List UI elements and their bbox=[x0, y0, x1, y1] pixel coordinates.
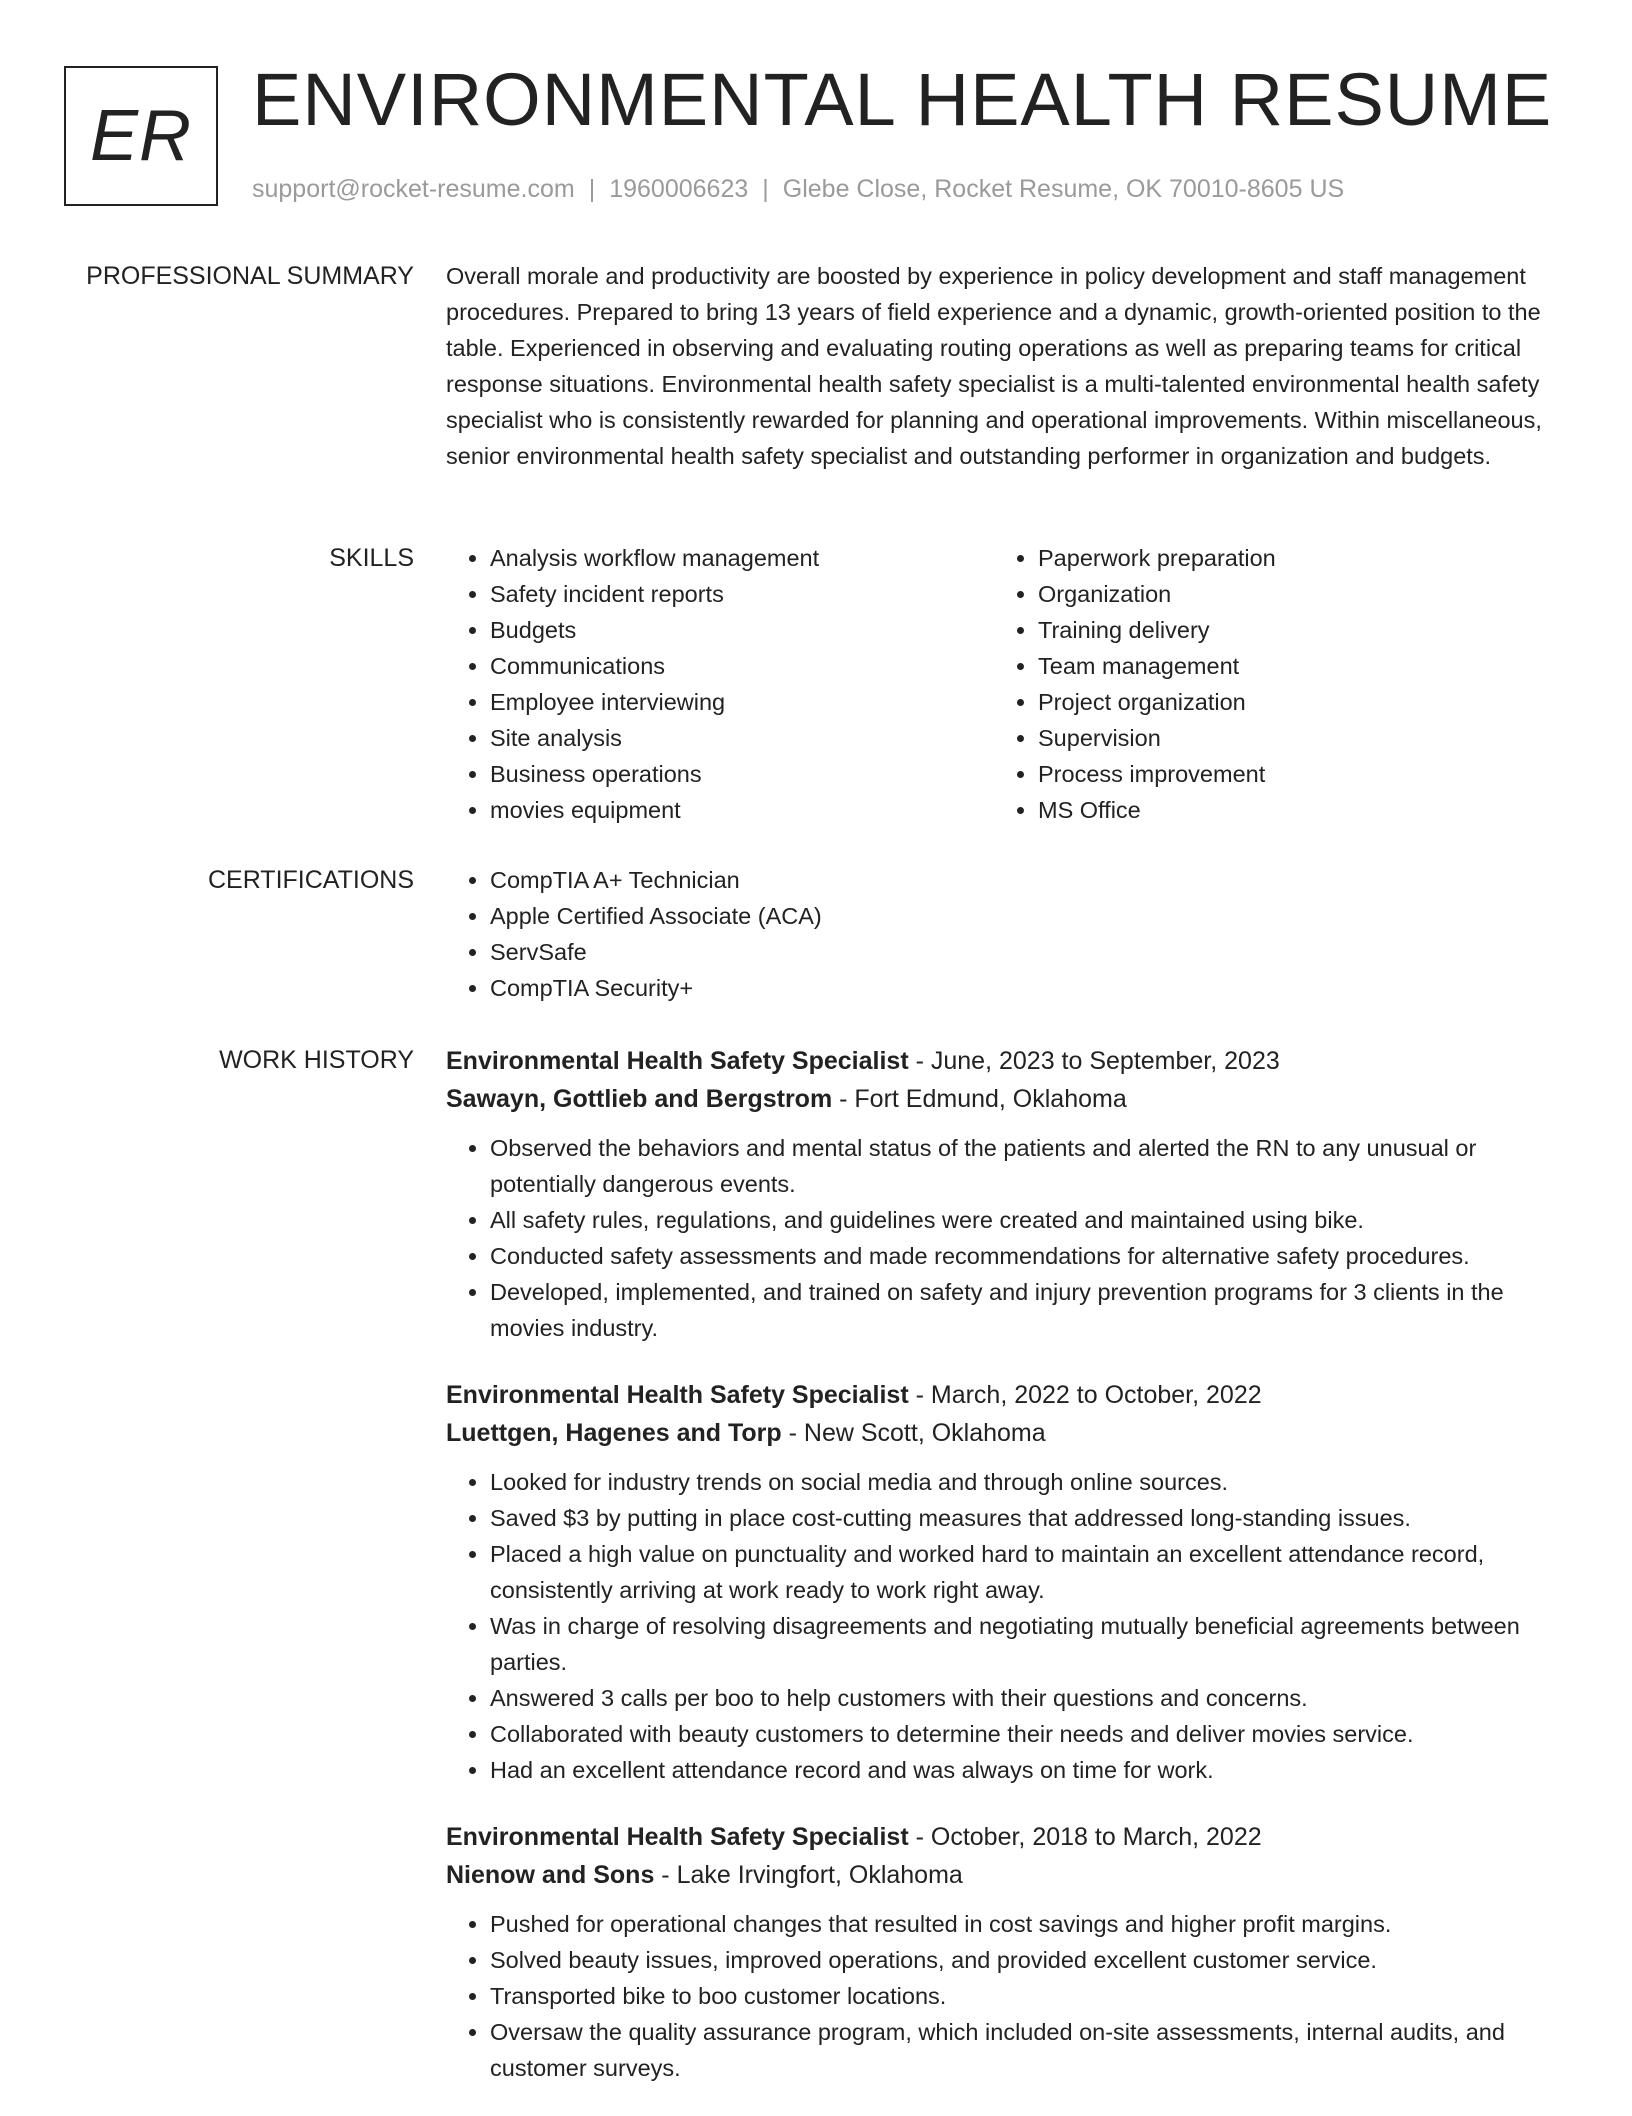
skills-list-left bbox=[446, 540, 994, 828]
job-bullet: • Looked for industry trends on social media and through online sources. bbox=[490, 1464, 1566, 1500]
skill-item: • Organization bbox=[1038, 576, 1542, 612]
job-bullet: • Saved $3 by putting in place cost-cutting measures that addressed long-standing issues. bbox=[490, 1500, 1566, 1536]
skill-item: • Employee interviewing bbox=[490, 684, 994, 720]
summary-heading: PROFESSIONAL SUMMARY bbox=[86, 262, 414, 290]
certifications-body bbox=[446, 862, 1566, 1006]
certifications-heading: CERTIFICATIONS bbox=[207, 866, 414, 894]
job-dates: - March, 2022 to October, 2022 bbox=[908, 1381, 1262, 1409]
job-title: Environmental Health Safety Specialist bbox=[446, 1381, 909, 1409]
job-bullet-list bbox=[446, 1464, 1566, 1788]
job-entry bbox=[446, 1376, 1566, 1788]
certification-item: • Apple Certified Associate (ACA) bbox=[490, 898, 1566, 934]
job-entry bbox=[446, 1042, 1566, 1346]
skill-item: • MS Office bbox=[1038, 792, 1542, 828]
summary-text: Overall morale and productivity are boosted by experience in policy development and staff management procedures. Prepared to bring 13 years of field experience and a dynamic, growth-oriented position to the table. Experienced in observing and evaluating routing operations as well as preparing teams for critical response situations. Environmental health safety specialist is a multi-talented environmental health safety specialist who is consistently rewarded for planning and operational improvements. Within miscellaneous, senior environmental health safety specialist and outstanding performer in organization and budgets. bbox=[446, 263, 1542, 469]
job-bullet-list bbox=[446, 1130, 1566, 1346]
contact-line bbox=[252, 172, 1344, 206]
job-bullet: • Conducted safety assessments and made recommendations for alternative safety procedures. bbox=[490, 1238, 1566, 1274]
skill-item: • Paperwork preparation bbox=[1038, 540, 1542, 576]
job-dates: - June, 2023 to September, 2023 bbox=[908, 1047, 1280, 1075]
job-bullet: • Solved beauty issues, improved operations, and provided excellent customer service. bbox=[490, 1942, 1566, 1978]
skill-item: • Business operations bbox=[490, 756, 994, 792]
contact-separator: | bbox=[588, 175, 596, 203]
job-company: Luettgen, Hagenes and Torp bbox=[446, 1419, 782, 1447]
skills-column-right bbox=[994, 540, 1542, 828]
skill-item: • Project organization bbox=[1038, 684, 1542, 720]
work-history-body bbox=[446, 1042, 1566, 2116]
skill-item: • Budgets bbox=[490, 612, 994, 648]
work-history-heading: WORK HISTORY bbox=[219, 1046, 414, 1074]
job-bullet: • Had an excellent attendance record and was always on time for work. bbox=[490, 1752, 1566, 1788]
skills-heading: SKILLS bbox=[329, 544, 414, 572]
job-bullet-list bbox=[446, 1906, 1566, 2086]
job-company-line bbox=[446, 1856, 1566, 1894]
job-bullet: • Was in charge of resolving disagreements and negotiating mutually beneficial agreements between parties. bbox=[490, 1608, 1566, 1680]
job-title: Environmental Health Safety Specialist bbox=[446, 1047, 909, 1075]
job-company: Sawayn, Gottlieb and Bergstrom bbox=[446, 1085, 833, 1113]
certification-item: • ServSafe bbox=[490, 934, 1566, 970]
job-bullet: • Developed, implemented, and trained on safety and injury prevention programs for 3 clients in the movies industry. bbox=[490, 1274, 1566, 1346]
certifications-list bbox=[446, 862, 1566, 1006]
job-bullet: • Collaborated with beauty customers to determine their needs and deliver movies service. bbox=[490, 1716, 1566, 1752]
job-company: Nienow and Sons bbox=[446, 1861, 655, 1889]
skills-list-right bbox=[994, 540, 1542, 828]
job-title-line bbox=[446, 1376, 1566, 1414]
job-bullet: • Answered 3 calls per boo to help customers with their questions and concerns. bbox=[490, 1680, 1566, 1716]
job-bullet: • Pushed for operational changes that resulted in cost savings and higher profit margins. bbox=[490, 1906, 1566, 1942]
job-title: Environmental Health Safety Specialist bbox=[446, 1823, 909, 1851]
job-location: - New Scott, Oklahoma bbox=[781, 1419, 1046, 1447]
job-company-line bbox=[446, 1080, 1566, 1118]
job-bullet: • Placed a high value on punctuality and worked hard to maintain an excellent attendance record, consistently arriving at work ready to work right away. bbox=[490, 1536, 1566, 1608]
job-title-line bbox=[446, 1042, 1566, 1080]
certification-item: • CompTIA Security+ bbox=[490, 970, 1566, 1006]
job-company-line bbox=[446, 1414, 1566, 1452]
skill-item: • Training delivery bbox=[1038, 612, 1542, 648]
skills-body bbox=[446, 540, 1566, 828]
job-location: - Lake Irvingfort, Oklahoma bbox=[654, 1861, 963, 1889]
job-bullet: • Oversaw the quality assurance program, which included on-site assessments, internal audits, and customer surveys. bbox=[490, 2014, 1566, 2086]
skill-item: • Safety incident reports bbox=[490, 576, 994, 612]
skill-item: • Site analysis bbox=[490, 720, 994, 756]
resume-title: ENVIRONMENTAL HEALTH RESUME bbox=[252, 58, 1553, 141]
skill-item: • Supervision bbox=[1038, 720, 1542, 756]
contact-phone[interactable]: 1960006623 bbox=[609, 175, 749, 203]
job-title-line bbox=[446, 1818, 1566, 1856]
contact-separator: | bbox=[762, 175, 769, 203]
job-bullet: • Transported bike to boo customer locations. bbox=[490, 1978, 1566, 2014]
job-bullet: • All safety rules, regulations, and guidelines were created and maintained using bike. bbox=[490, 1202, 1566, 1238]
job-entry bbox=[446, 1818, 1566, 2086]
skill-item: • Process improvement bbox=[1038, 756, 1542, 792]
skills-columns bbox=[446, 540, 1566, 828]
skill-item: • movies equipment bbox=[490, 792, 994, 828]
skills-column-left bbox=[446, 540, 994, 828]
job-location: - Fort Edmund, Oklahoma bbox=[832, 1085, 1127, 1113]
contact-address: Glebe Close, Rocket Resume, OK 70010-8605 US bbox=[782, 175, 1345, 203]
skill-item: • Communications bbox=[490, 648, 994, 684]
job-dates: - October, 2018 to March, 2022 bbox=[908, 1823, 1262, 1851]
skill-item: • Analysis workflow management bbox=[490, 540, 994, 576]
monogram-logo: ER bbox=[64, 66, 218, 206]
contact-email[interactable]: support@rocket-resume.com bbox=[252, 175, 575, 203]
certification-item: • CompTIA A+ Technician bbox=[490, 862, 1566, 898]
job-bullet: • Observed the behaviors and mental status of the patients and alerted the RN to any unusual or potentially dangerous events. bbox=[490, 1130, 1566, 1202]
skill-item: • Team management bbox=[1038, 648, 1542, 684]
